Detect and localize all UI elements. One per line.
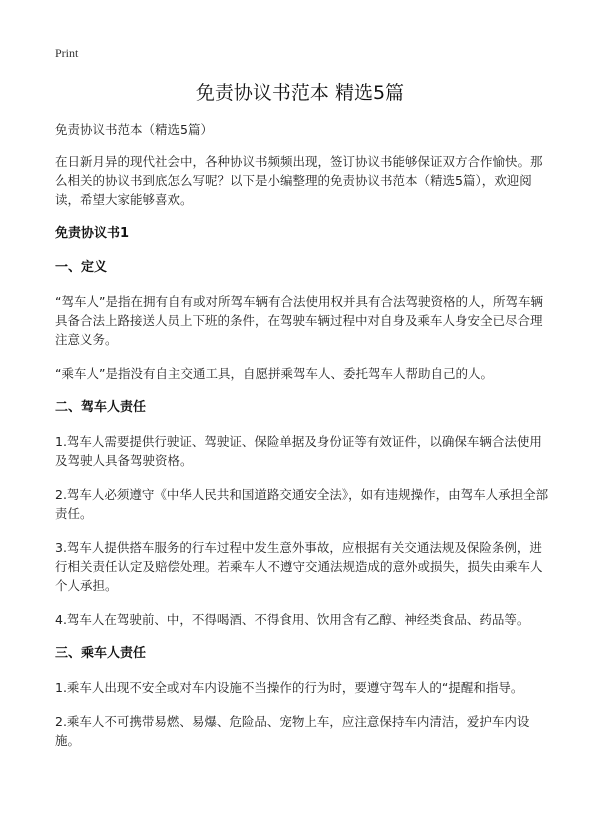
driver-duty-2: 2.驾车人必须遵守《中华人民共和国道路交通安全法》，如有违规操作，由驾车人承担全部责任。 bbox=[55, 487, 549, 521]
part-heading-driver-duties: 二、驾车人责任 bbox=[55, 400, 147, 415]
driver-duty-3: 3.驾车人提供搭车服务的行车过程中发生意外事故，应根据有关交通法规及保险条例，进行相关责任认定及赔偿处理。若乘车人不遵守交通法规造成的意外或损失，损失由乘车人个人承担。 bbox=[55, 540, 543, 593]
document-body bbox=[55, 120, 552, 765]
driver-duty-1: 1.驾车人需要提供行驶证、驾驶证、保险单据及身份证等有效证件，以确保车辆合法使用及驾驶人具备驾驶资格。 bbox=[55, 434, 542, 468]
definition-passenger: “乘车人”是指没有自主交通工具，自愿拼乘驾车人、委托驾车人帮助自己的人。 bbox=[55, 366, 493, 381]
definition-driver: “驾车人”是指在拥有自有或对所驾车辆有合法使用权并具有合法驾驶资格的人，所驾车辆具备合法上路接送人员上下班的条件，在驾驶车辆过程中对自身及乘车人身安全已尽合理注意义务。 bbox=[55, 294, 543, 347]
print-label: Print bbox=[55, 46, 79, 60]
intro-paragraph: 在日新月异的现代社会中，各种协议书频频出现，签订协议书能够保证双方合作愉快。那么相关的协议书到底怎么写呢？以下是小编整理的免责协议书范本（精选5篇），欢迎阅读，希望大家能够喜欢。 bbox=[55, 154, 543, 207]
document-title: 免责协议书范本 精选5篇 bbox=[195, 82, 405, 104]
passenger-duty-2: 2.乘车人不可携带易燃、易爆、危险品、宠物上车，应注意保持车内清洁，爱护车内设施。 bbox=[55, 714, 530, 748]
intro-subtitle: 免责协议书范本（精选5篇） bbox=[55, 122, 213, 137]
passenger-duty-1: 1.乘车人出现不安全或对车内设施不当操作的行为时，要遵守驾车人的“提醒和指导。 bbox=[55, 680, 524, 695]
section-title: 免责协议书1 bbox=[55, 226, 130, 241]
driver-duty-4: 4.驾车人在驾驶前、中，不得喝酒、不得食用、饮用含有乙醇、神经类食品、药品等。 bbox=[55, 612, 530, 627]
part-heading-passenger-duties: 三、乘车人责任 bbox=[55, 646, 147, 661]
part-heading-definition: 一、定义 bbox=[55, 260, 108, 275]
